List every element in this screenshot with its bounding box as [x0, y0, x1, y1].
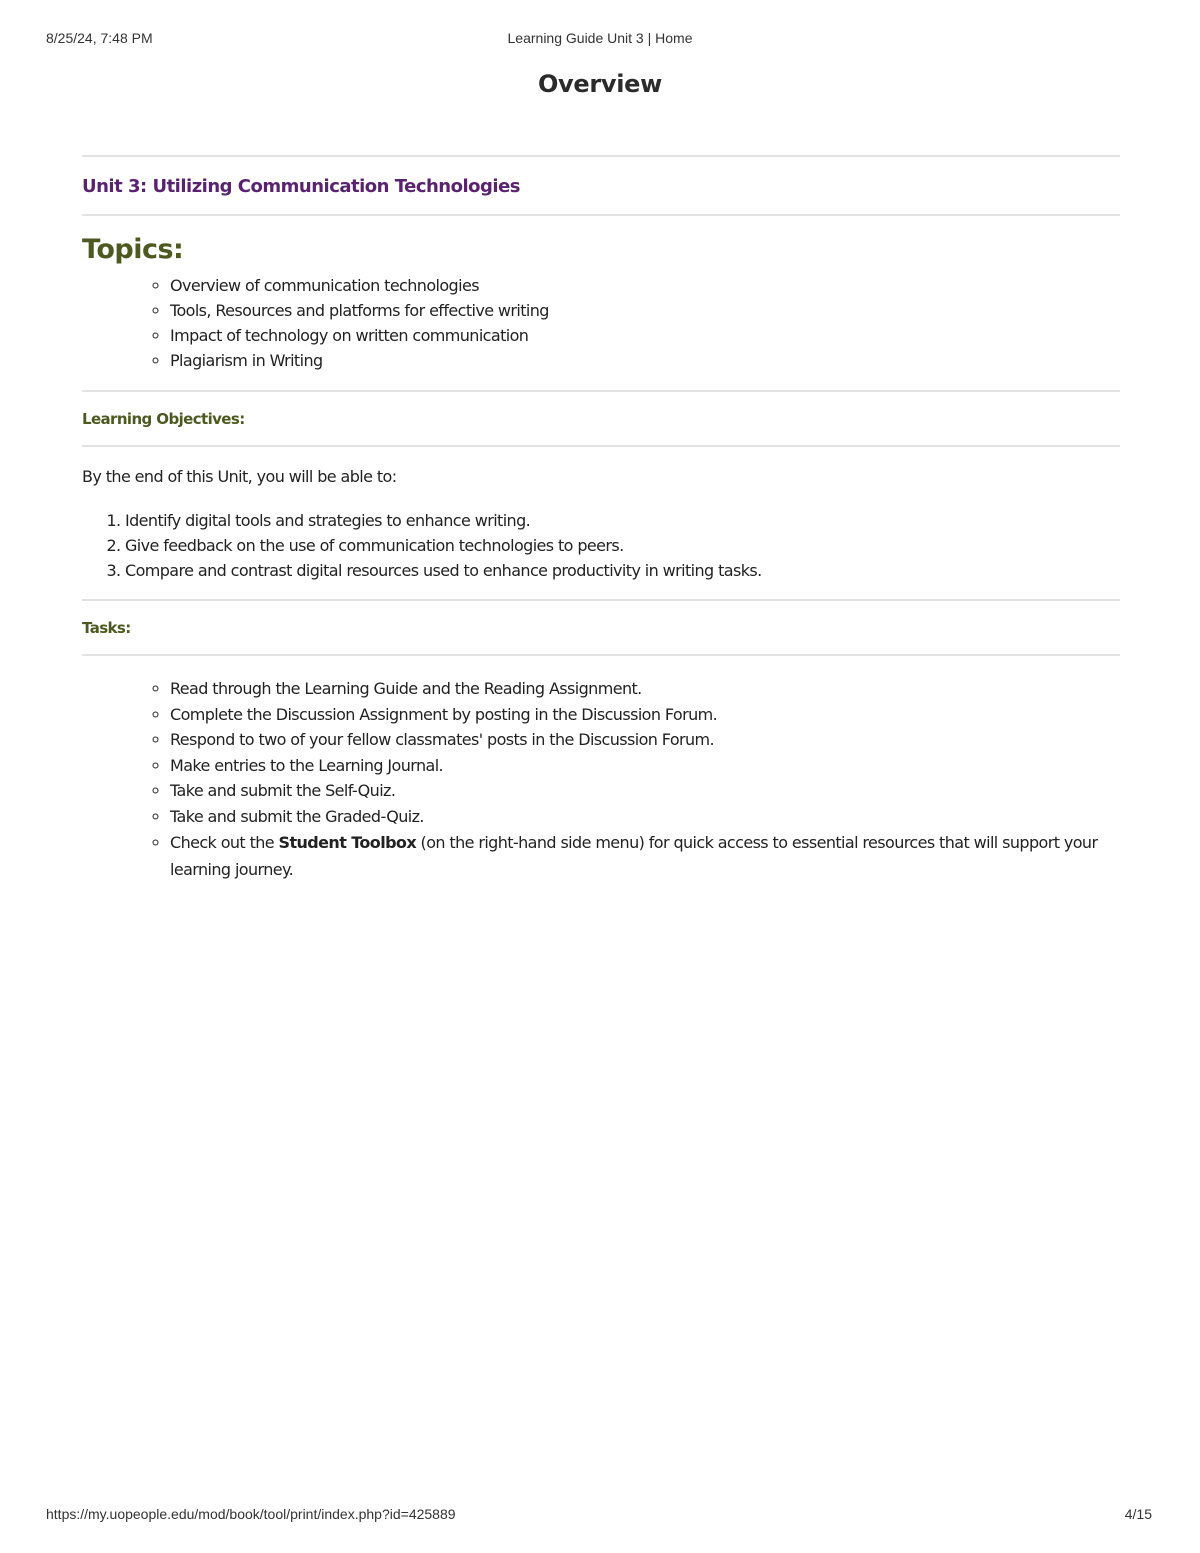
- print-date: 8/25/24, 7:48 PM: [46, 30, 153, 46]
- list-item: 2. Give feedback on the use of communication technologies to peers.: [125, 533, 1120, 558]
- list-item: ◦ Impact of technology on written communication: [170, 323, 1120, 348]
- toolbox-suffix: (on the right-hand side menu) for quick access to essential resources that will support your learning journey.: [170, 833, 1098, 879]
- toolbox-prefix: Check out the: [170, 833, 279, 852]
- page-counter: 4/15: [1124, 1506, 1152, 1522]
- divider: [82, 599, 1120, 601]
- tasks-list: [82, 676, 1120, 883]
- list-item: ◦ Take and submit the Self-Quiz.: [170, 778, 1120, 804]
- divider: [82, 155, 1120, 157]
- list-item: ◦ Overview of communication technologies: [170, 273, 1120, 298]
- divider: [82, 390, 1120, 392]
- print-header: [0, 30, 1200, 50]
- student-toolbox-link[interactable]: Student Toolbox: [278, 833, 417, 852]
- list-item: ◦ Read through the Learning Guide and the Reading Assignment.: [170, 676, 1120, 702]
- list-item: ◦ Tools, Resources and platforms for effective writing: [170, 298, 1120, 323]
- list-item: ◦ Respond to two of your fellow classmates' posts in the Discussion Forum.: [170, 727, 1120, 753]
- print-url: https://my.uopeople.edu/mod/book/tool/print/index.php?id=425889: [46, 1506, 456, 1522]
- divider: [82, 445, 1120, 447]
- list-item: ◦ Make entries to the Learning Journal.: [170, 753, 1120, 779]
- list-item: ◦ Plagiarism in Writing: [170, 348, 1120, 373]
- print-footer: [0, 1506, 1200, 1526]
- list-item: ◦ Complete the Discussion Assignment by posting in the Discussion Forum.: [170, 702, 1120, 728]
- objectives-intro: By the end of this Unit, you will be able to:: [82, 467, 397, 486]
- divider: [82, 654, 1120, 656]
- divider: [82, 214, 1120, 216]
- list-item: ◦ Take and submit the Graded-Quiz.: [170, 804, 1120, 830]
- content-area: [82, 155, 1120, 883]
- tasks-heading: Tasks:: [82, 619, 131, 637]
- objectives-list: [82, 508, 1120, 583]
- list-item: 3. Compare and contrast digital resources used to enhance productivity in writing tasks.: [125, 558, 1120, 583]
- list-item: 1. Identify digital tools and strategies to enhance writing.: [125, 508, 1120, 533]
- topics-list: [82, 273, 1120, 373]
- page-title: Overview: [537, 70, 663, 98]
- unit-heading: Unit 3: Utilizing Communication Technologies: [82, 176, 521, 197]
- topics-heading: Topics:: [82, 234, 184, 265]
- print-document-title: Learning Guide Unit 3 | Home: [507, 30, 693, 46]
- learning-objectives-heading: Learning Objectives:: [82, 410, 245, 428]
- list-item-student-toolbox: [170, 829, 1120, 883]
